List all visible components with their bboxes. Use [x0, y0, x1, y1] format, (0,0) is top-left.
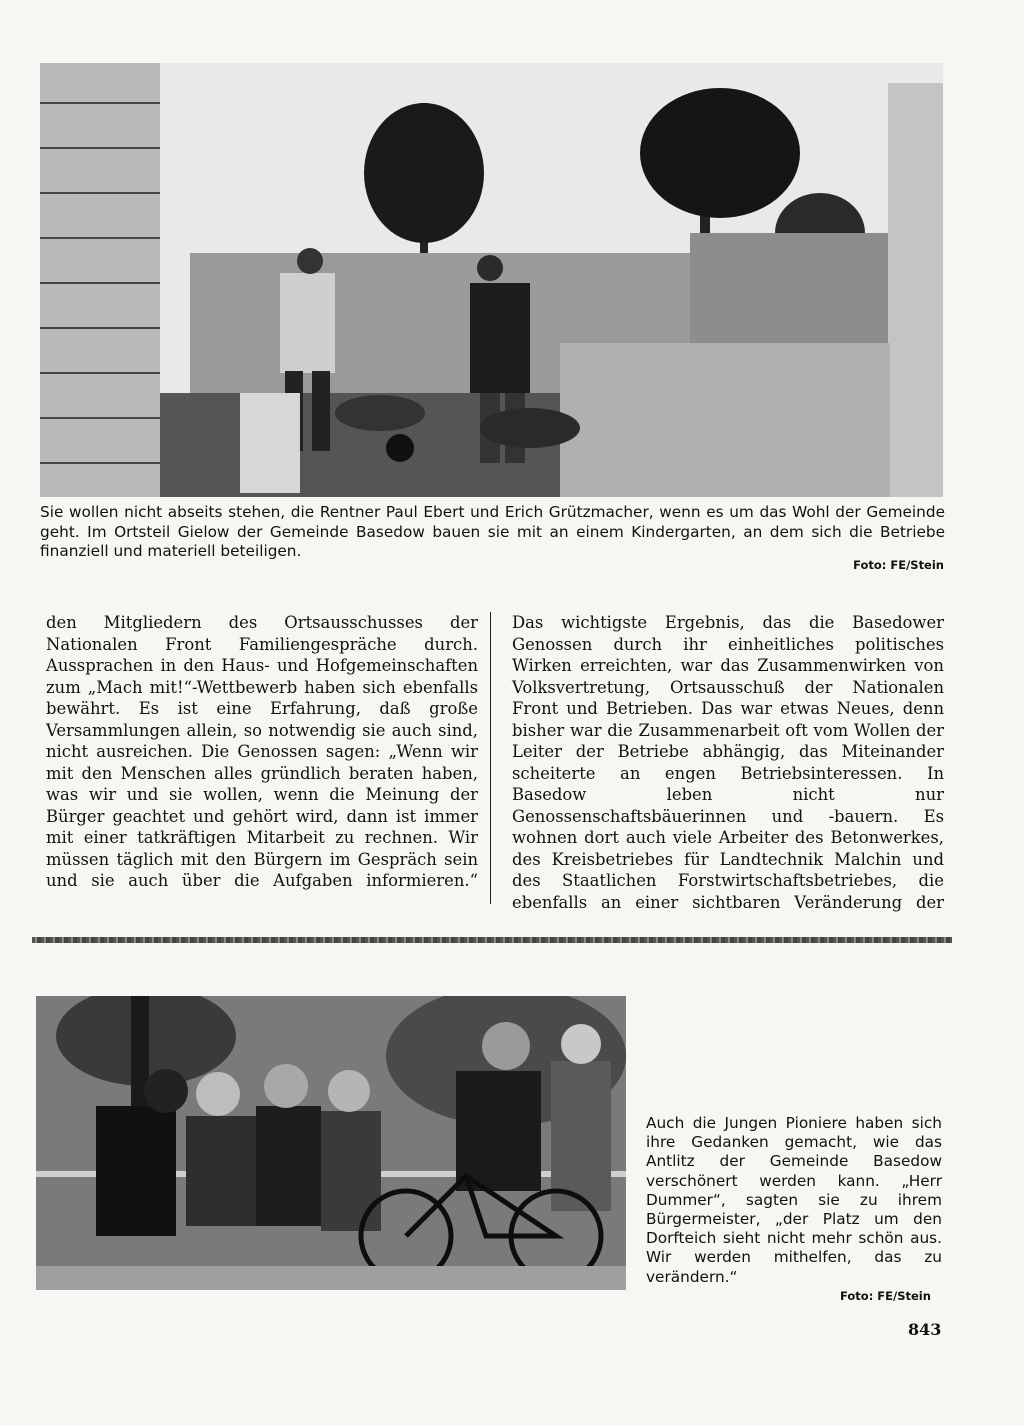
construction-photo [40, 63, 943, 497]
page-number: 843 [908, 1320, 942, 1339]
pioneers-photo [36, 996, 626, 1290]
section-divider [32, 937, 952, 943]
photo-credit-bottom: Foto: FE/Stein [840, 1289, 931, 1303]
photo-credit-top: Foto: FE/Stein [853, 558, 944, 572]
photo-caption-bottom: Auch die Jungen Pioniere haben sich ihre Gedanken gemacht, wie das Antlitz der Gemeinde Basedow verschönert werden kann. „Herr Dummer“, sagten sie zu ihrem Bürgermeister, „der Platz um den Dorfteich sieht nicht mehr schön aus. Wir werden mithelfen, das zu verändern.“ [646, 1114, 942, 1286]
column-divider [490, 612, 491, 904]
article-column-left: den Mitgliedern des Ortsausschusses der Nationalen Front Familiengespräche durch. Aussprachen in den Haus- und Hofgemeinschaften zum „Mach mit!“-Wettbewerb haben sich ebenfalls bewährt. Es ist eine Erfahrung, daß große Versammlungen allein, so notwendig sie auch sind, nicht ausreichen. Die Genossen sagen: „Wenn wir mit den Menschen alles gründlich beraten haben, was wir und sie wollen, wenn die Meinung der Bürger geachtet und gehört wird, dann ist immer mit einer tatkräftigen Mitarbeit zu rechnen. Wir müssen täglich mit den Bürgern im Gespräch sein und sie auch über die Aufgaben informieren.“ [46, 613, 478, 890]
article-column-right: Das wichtigste Ergebnis, das die Basedower Genossen durch ihr einheitliches politisches Wirken erreichten, war das Zusammenwirken von Volksvertretung, Ortsausschuß der Nationalen Front und Betrieben. Das war etwas Neues, denn bisher war die Zusammenarbeit oft vom Wollen der Leiter der Betriebe abhängig, das Miteinander scheiterte an engen Betriebsinteressen. In Basedow leben nicht nur Genossenschaftsbäuerinnen und -bauern. Es wohnen dort auch viele Arbeiter des Betonwerkes, des Kreisbetriebes für Landtechnik Malchin und des Staatlichen Forstwirtschaftsbetriebes, die ebenfalls an einer sichtbaren Veränderung der [512, 613, 944, 912]
photo-caption-top: Sie wollen nicht abseits stehen, die Rentner Paul Ebert und Erich Grützmacher, wenn es um das Wohl der Gemeinde geht. Im Ortsteil Gielow der Gemeinde Basedow bauen sie mit an einem Kindergarten, an dem sich die Betriebe finanziell und materiell beteiligen. [40, 503, 945, 560]
